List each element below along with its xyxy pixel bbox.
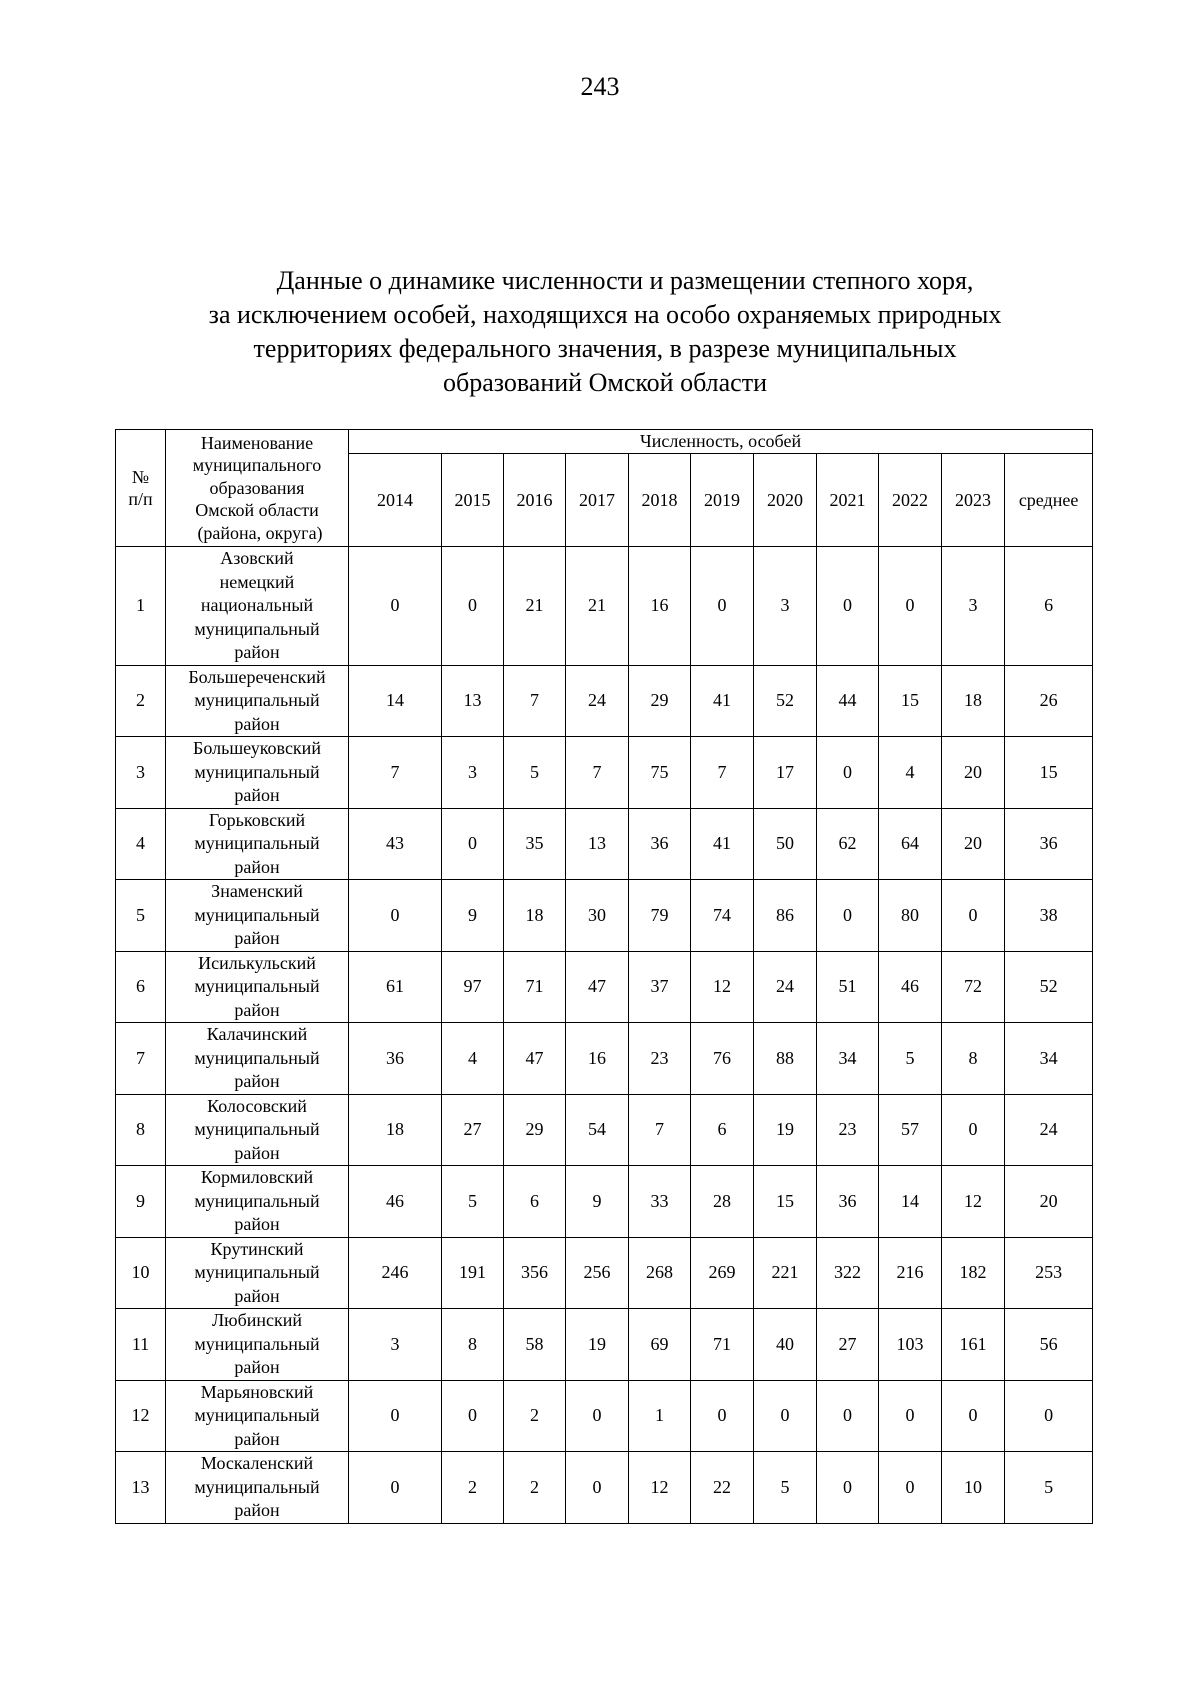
- count-cell: 24: [566, 665, 629, 737]
- count-cell: 15: [879, 665, 942, 737]
- row-number: 5: [116, 880, 166, 952]
- municipality-name: [166, 1023, 349, 1095]
- count-cell: 18: [942, 665, 1005, 737]
- average-cell: 52: [1005, 951, 1093, 1023]
- count-cell: 29: [504, 1094, 566, 1166]
- count-cell: 44: [817, 665, 879, 737]
- table-row: [116, 880, 1093, 952]
- count-cell: 8: [442, 1309, 504, 1381]
- count-cell: 356: [504, 1237, 566, 1309]
- count-cell: 182: [942, 1237, 1005, 1309]
- count-cell: 9: [442, 880, 504, 952]
- count-cell: 0: [442, 547, 504, 666]
- count-cell: 0: [817, 547, 879, 666]
- count-cell: 0: [349, 547, 442, 666]
- count-cell: 3: [349, 1309, 442, 1381]
- count-cell: 5: [442, 1166, 504, 1238]
- name-line: немецкий: [219, 571, 295, 592]
- count-cell: 0: [942, 1380, 1005, 1452]
- name-line: муниципальный: [194, 1333, 320, 1354]
- count-cell: 47: [504, 1023, 566, 1095]
- table-row: [116, 1023, 1093, 1095]
- count-cell: 16: [566, 1023, 629, 1095]
- name-line: муниципальный: [194, 833, 320, 853]
- row-number: 4: [116, 808, 166, 880]
- municipality-name: [166, 1166, 349, 1238]
- count-cell: 0: [879, 1380, 942, 1452]
- count-cell: 7: [349, 737, 442, 809]
- count-cell: 71: [691, 1309, 754, 1381]
- name-line: Колосовский: [207, 1095, 307, 1116]
- count-cell: 3: [442, 737, 504, 809]
- count-cell: 161: [942, 1309, 1005, 1381]
- count-cell: 52: [754, 665, 817, 737]
- row-number: 8: [116, 1094, 166, 1166]
- title-line: за исключением особей, находящихся на особо охраняемых природных: [208, 300, 1002, 329]
- header-line: №: [131, 467, 150, 487]
- count-cell: 71: [504, 951, 566, 1023]
- row-number: 2: [116, 665, 166, 737]
- year-column-header: 2019: [691, 454, 754, 547]
- count-cell: 37: [629, 951, 691, 1023]
- count-cell: 0: [349, 1380, 442, 1452]
- average-cell: 6: [1005, 547, 1093, 666]
- count-cell: 191: [442, 1237, 504, 1309]
- name-line: район: [234, 785, 280, 805]
- count-cell: 30: [566, 880, 629, 952]
- row-number: 1: [116, 547, 166, 666]
- year-column-header: 2015: [442, 454, 504, 547]
- count-cell: 72: [942, 951, 1005, 1023]
- count-cell: 0: [442, 1380, 504, 1452]
- count-cell: 13: [442, 665, 504, 737]
- count-cell: 0: [817, 1380, 879, 1452]
- table-row: [116, 547, 1093, 666]
- name-line: район: [234, 713, 280, 734]
- count-cell: 4: [442, 1023, 504, 1095]
- table-row: [116, 951, 1093, 1023]
- count-cell: 27: [817, 1309, 879, 1381]
- year-column-header: 2020: [754, 454, 817, 547]
- table-row: [116, 1380, 1093, 1452]
- average-cell: 34: [1005, 1023, 1093, 1095]
- count-cell: 10: [942, 1452, 1005, 1524]
- count-cell: 4: [879, 737, 942, 809]
- municipality-name: [166, 1452, 349, 1524]
- count-cell: 221: [754, 1237, 817, 1309]
- count-cell: 36: [349, 1023, 442, 1095]
- row-number: 6: [116, 951, 166, 1023]
- header-line: (района, округа): [197, 522, 323, 543]
- count-cell: 256: [566, 1237, 629, 1309]
- count-cell: 21: [504, 547, 566, 666]
- row-number: 7: [116, 1023, 166, 1095]
- name-line: район: [234, 1428, 280, 1449]
- count-cell: 1: [629, 1380, 691, 1452]
- count-cell: 33: [629, 1166, 691, 1238]
- count-cell: 46: [879, 951, 942, 1023]
- municipality-name: [166, 951, 349, 1023]
- count-cell: 54: [566, 1094, 629, 1166]
- count-cell: 79: [629, 880, 691, 952]
- count-cell: 51: [817, 951, 879, 1023]
- count-cell: 14: [349, 665, 442, 737]
- count-cell: 80: [879, 880, 942, 952]
- municipality-name: [166, 880, 349, 952]
- municipality-name: [166, 808, 349, 880]
- count-cell: 88: [754, 1023, 817, 1095]
- row-number: 3: [116, 737, 166, 809]
- average-cell: 56: [1005, 1309, 1093, 1381]
- name-line: Исилькульский: [198, 952, 316, 973]
- count-cell: 69: [629, 1309, 691, 1381]
- count-cell: 58: [504, 1309, 566, 1381]
- count-cell: 64: [879, 808, 942, 880]
- count-cell: 28: [691, 1166, 754, 1238]
- count-cell: 35: [504, 808, 566, 880]
- count-cell: 12: [629, 1452, 691, 1524]
- count-cell: 246: [349, 1237, 442, 1309]
- table-row: [116, 1309, 1093, 1381]
- name-line: национальный: [200, 595, 314, 615]
- average-cell: 20: [1005, 1166, 1093, 1238]
- count-cell: 268: [629, 1237, 691, 1309]
- number-column-header: [116, 430, 166, 547]
- name-line: муниципальный: [194, 976, 320, 996]
- count-cell: 86: [754, 880, 817, 952]
- municipality-name: [166, 1237, 349, 1309]
- municipality-name: [166, 737, 349, 809]
- count-cell: 50: [754, 808, 817, 880]
- count-cell: 3: [754, 547, 817, 666]
- year-column-header: 2016: [504, 454, 566, 547]
- count-cell: 9: [566, 1166, 629, 1238]
- municipality-name: [166, 547, 349, 666]
- count-cell: 43: [349, 808, 442, 880]
- count-cell: 46: [349, 1166, 442, 1238]
- name-line: район: [234, 1285, 280, 1306]
- title-line: территориях федерального значения, в разрезе муниципальных: [253, 334, 957, 363]
- count-cell: 2: [504, 1380, 566, 1452]
- count-cell: 0: [942, 1094, 1005, 1166]
- name-line: муниципальный: [194, 618, 320, 639]
- name-line: район: [234, 999, 280, 1020]
- count-cell: 0: [817, 880, 879, 952]
- year-column-header: 2022: [879, 454, 942, 547]
- municipality-name: [166, 1094, 349, 1166]
- average-cell: 5: [1005, 1452, 1093, 1524]
- count-cell: 0: [349, 1452, 442, 1524]
- table-row: [116, 665, 1093, 737]
- count-cell: 40: [754, 1309, 817, 1381]
- count-cell: 7: [504, 665, 566, 737]
- name-line: муниципальный: [194, 1047, 320, 1068]
- table-row: [116, 1452, 1093, 1524]
- year-column-header: 2018: [629, 454, 691, 547]
- average-cell: 38: [1005, 880, 1093, 952]
- count-cell: 8: [942, 1023, 1005, 1095]
- name-line: район: [234, 856, 280, 877]
- count-cell: 36: [629, 808, 691, 880]
- count-cell: 20: [942, 737, 1005, 809]
- count-cell: 27: [442, 1094, 504, 1166]
- count-cell: 7: [691, 737, 754, 809]
- name-line: Горьковский: [208, 809, 306, 830]
- count-cell: 41: [691, 665, 754, 737]
- average-cell: 15: [1005, 737, 1093, 809]
- count-cell: 0: [442, 808, 504, 880]
- name-line: Большеуковский: [193, 738, 321, 758]
- average-cell: 24: [1005, 1094, 1093, 1166]
- count-cell: 2: [504, 1452, 566, 1524]
- count-cell: 103: [879, 1309, 942, 1381]
- count-cell: 97: [442, 951, 504, 1023]
- count-cell: 6: [691, 1094, 754, 1166]
- name-line: муниципальный: [194, 761, 320, 782]
- table-row: [116, 1237, 1093, 1309]
- municipality-name: [166, 665, 349, 737]
- name-line: Знаменский: [211, 881, 303, 901]
- count-cell: 0: [879, 547, 942, 666]
- count-cell: 23: [629, 1023, 691, 1095]
- count-cell: 24: [754, 951, 817, 1023]
- average-cell: 253: [1005, 1237, 1093, 1309]
- name-line: муниципальный: [194, 904, 320, 925]
- count-cell: 16: [629, 547, 691, 666]
- title-line: образований Омской области: [442, 368, 767, 397]
- count-cell: 322: [817, 1237, 879, 1309]
- row-number: 13: [116, 1452, 166, 1524]
- count-cell: 15: [754, 1166, 817, 1238]
- name-column-header: [166, 430, 349, 547]
- count-cell: 12: [942, 1166, 1005, 1238]
- name-line: Крутинский: [210, 1238, 304, 1259]
- count-cell: 5: [504, 737, 566, 809]
- count-cell: 19: [754, 1094, 817, 1166]
- count-cell: 13: [566, 808, 629, 880]
- average-cell: 36: [1005, 808, 1093, 880]
- table-row: [116, 808, 1093, 880]
- count-cell: 0: [691, 1380, 754, 1452]
- count-cell: 0: [942, 880, 1005, 952]
- average-cell: 26: [1005, 665, 1093, 737]
- title-line: Данные о динамике численности и размещении степного хоря,: [276, 266, 974, 295]
- header-line: Наименование: [200, 432, 314, 453]
- table-row: [116, 737, 1093, 809]
- count-cell: 21: [566, 547, 629, 666]
- header-line: образования: [209, 477, 305, 498]
- row-number: 12: [116, 1380, 166, 1452]
- count-cell: 5: [879, 1023, 942, 1095]
- count-cell: 18: [504, 880, 566, 952]
- year-column-header: 2017: [566, 454, 629, 547]
- count-cell: 0: [691, 547, 754, 666]
- count-cell: 0: [566, 1380, 629, 1452]
- name-line: Большереченский: [188, 666, 326, 687]
- name-line: район: [234, 1142, 280, 1163]
- row-number: 11: [116, 1309, 166, 1381]
- header-line: муниципального: [192, 455, 322, 476]
- name-line: Калачинский: [206, 1024, 308, 1044]
- year-column-header: 2014: [349, 454, 442, 547]
- count-cell: 41: [691, 808, 754, 880]
- count-cell: 5: [754, 1452, 817, 1524]
- row-number: 9: [116, 1166, 166, 1238]
- name-line: Азовский: [220, 548, 294, 568]
- count-cell: 19: [566, 1309, 629, 1381]
- count-cell: 20: [942, 808, 1005, 880]
- count-cell: 17: [754, 737, 817, 809]
- name-line: Кормиловский: [200, 1167, 314, 1187]
- name-line: Москаленский: [200, 1453, 314, 1473]
- name-line: муниципальный: [194, 1405, 320, 1425]
- count-cell: 18: [349, 1094, 442, 1166]
- count-cell: 7: [629, 1094, 691, 1166]
- count-cell: 12: [691, 951, 754, 1023]
- count-cell: 0: [349, 880, 442, 952]
- document-title: [160, 264, 1050, 400]
- count-cell: 34: [817, 1023, 879, 1095]
- row-number: 10: [116, 1237, 166, 1309]
- count-cell: 61: [349, 951, 442, 1023]
- name-line: муниципальный: [194, 1119, 320, 1139]
- count-cell: 76: [691, 1023, 754, 1095]
- count-cell: 6: [504, 1166, 566, 1238]
- count-cell: 0: [879, 1452, 942, 1524]
- municipality-name: [166, 1309, 349, 1381]
- count-cell: 216: [879, 1237, 942, 1309]
- header-line: Омской области: [195, 500, 319, 521]
- name-line: Марьяновский: [200, 1381, 314, 1402]
- year-column-header: 2021: [817, 454, 879, 547]
- count-cell: 22: [691, 1452, 754, 1524]
- count-cell: 0: [817, 737, 879, 809]
- name-line: район: [234, 1357, 280, 1377]
- count-cell: 0: [754, 1380, 817, 1452]
- count-cell: 29: [629, 665, 691, 737]
- count-cell: 3: [942, 547, 1005, 666]
- count-cell: 269: [691, 1237, 754, 1309]
- count-cell: 75: [629, 737, 691, 809]
- name-line: район: [234, 1071, 280, 1091]
- population-table: [115, 429, 1093, 1524]
- average-column-header: среднее: [1005, 454, 1093, 547]
- count-cell: 62: [817, 808, 879, 880]
- count-cell: 2: [442, 1452, 504, 1524]
- name-line: Любинский: [211, 1310, 303, 1330]
- municipality-name: [166, 1380, 349, 1452]
- table-row: [116, 1094, 1093, 1166]
- count-cell: 47: [566, 951, 629, 1023]
- table-row: [116, 1166, 1093, 1238]
- population-group-header: Численность, особей: [349, 430, 1093, 454]
- name-line: район: [234, 1214, 280, 1234]
- name-line: муниципальный: [194, 1476, 320, 1497]
- name-line: муниципальный: [194, 1262, 320, 1282]
- count-cell: 0: [817, 1452, 879, 1524]
- header-line: п/п: [128, 489, 153, 509]
- name-line: муниципальный: [194, 1190, 320, 1211]
- count-cell: 0: [566, 1452, 629, 1524]
- name-line: район: [234, 928, 280, 948]
- count-cell: 36: [817, 1166, 879, 1238]
- count-cell: 74: [691, 880, 754, 952]
- average-cell: 0: [1005, 1380, 1093, 1452]
- count-cell: 57: [879, 1094, 942, 1166]
- page-number: 243: [580, 72, 620, 101]
- year-column-header: 2023: [942, 454, 1005, 547]
- count-cell: 23: [817, 1094, 879, 1166]
- name-line: район: [234, 1500, 280, 1520]
- count-cell: 7: [566, 737, 629, 809]
- name-line: муниципальный: [194, 690, 320, 710]
- count-cell: 14: [879, 1166, 942, 1238]
- name-line: район: [234, 642, 280, 662]
